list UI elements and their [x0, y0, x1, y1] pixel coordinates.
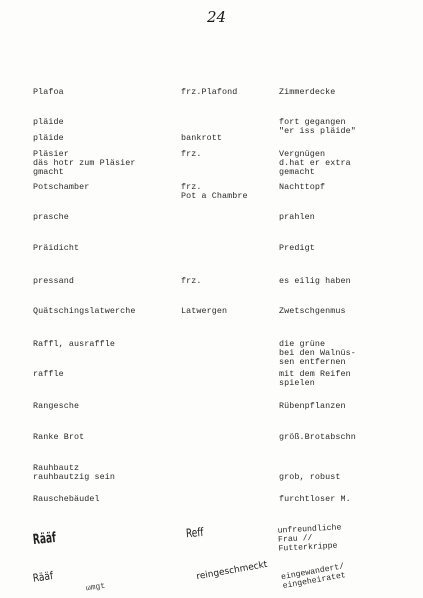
meaning: es eilig haben [279, 276, 351, 286]
meaning: Predigt [279, 243, 315, 253]
cutoff-text-fragment: ωmgt [85, 581, 106, 594]
meaning: grob, robust [279, 472, 341, 482]
handwritten-source-2: reingeschmeckt [195, 559, 269, 583]
handwritten-meaning-1: unfreundliche Frau // Futterkrippe [277, 523, 342, 554]
term: Ranke Brot [33, 432, 85, 442]
meaning: die grüne bei den Walnüs- sen entfernen [279, 339, 356, 367]
meaning: fort gegangen [279, 117, 346, 127]
term: Rangesche [33, 401, 80, 411]
source: frz.Plafond [181, 87, 238, 97]
source: bankrott [181, 133, 223, 143]
term: pressand [33, 276, 75, 286]
meaning: prahlen [279, 212, 315, 222]
meaning: "er iss pläide" [279, 126, 356, 136]
term: Plafoa [33, 87, 64, 97]
meaning: größ.Brotabschn [279, 432, 356, 442]
meaning: Zimmerdecke [279, 87, 336, 97]
source: frz. [181, 149, 202, 159]
term: Rauschebäudel [33, 494, 100, 504]
term: prasche [33, 212, 69, 222]
handwritten-term-1: Rääf [32, 530, 57, 549]
term: Raffl, ausraffle [33, 339, 116, 349]
meaning: Nachttopf [279, 182, 326, 192]
handwritten-meaning-2: eingewandert/ eingeheiratet [280, 562, 347, 592]
term: Potschamber [33, 182, 90, 192]
term: Quätschingslatwerche [33, 306, 136, 316]
source: Latwergen [181, 306, 228, 316]
meaning: Vergnügen d.hat er extra gemacht [279, 149, 351, 177]
meaning: furchtloser M. [279, 494, 351, 504]
term: raffle [33, 369, 64, 379]
meaning: Rübenpflanzen [279, 401, 346, 411]
term: pläide [33, 133, 64, 143]
meaning: mit dem Reifen spielen [279, 369, 351, 388]
page-number: 24 [207, 8, 227, 26]
term: Rauhbautz rauhbautzig sein [33, 463, 116, 482]
source: frz. Pot a Chambre [181, 182, 248, 201]
handwritten-source-1: Reff [185, 526, 205, 542]
handwritten-term-2: Rääf [32, 570, 55, 586]
term: Pläsier däs hotr zum Pläsier gmacht [33, 149, 136, 177]
source: frz. [181, 276, 202, 286]
term: Präidicht [33, 243, 80, 253]
term: pläide [33, 117, 64, 127]
meaning: Zwetschgenmus [279, 306, 346, 316]
